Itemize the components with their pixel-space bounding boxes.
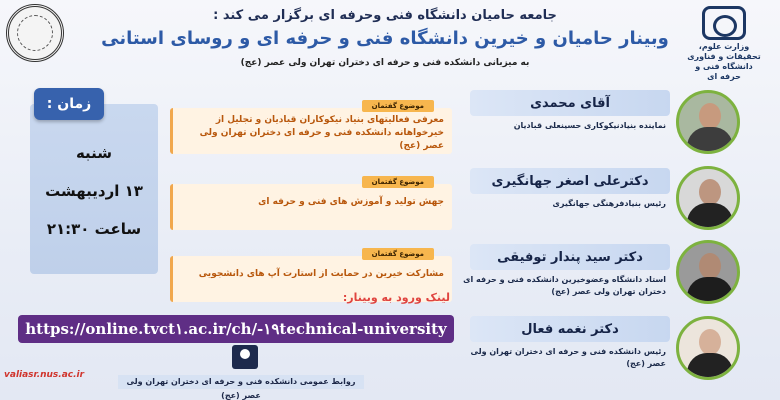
- speaker-role: رئیس دانشکده فنی و حرفه ای دختران تهران ولی عصر (عج): [470, 347, 666, 368]
- public-relations-footer: روابط عمومی دانشکده فنی و حرفه ای دختران تهران ولی عصر (عج): [118, 375, 364, 389]
- university-website[interactable]: valiasr.nus.ac.ir: [4, 370, 85, 380]
- speaker-photo-3: [676, 240, 740, 304]
- speaker-name: دکتر نغمه فعال: [470, 316, 670, 342]
- time-panel: [30, 104, 158, 274]
- speaker-role: رئیس بنیادفرهنگی جهانگیری: [552, 199, 666, 208]
- topic-text: معرفی فعالیتهای بنیاد نیکوکاران قبادیان و تجلیل از خیرخواهانه دانشکده فنی و حرفه ای دختران تهران ولی عصر (عج): [199, 115, 444, 151]
- topic-box-2: [170, 178, 452, 230]
- topic-box-1: [170, 102, 452, 154]
- speaker-card-2: [460, 168, 670, 230]
- ministry-label: وزارت علوم، تحقیقات و فناوری دانشگاه فنی و حرفه ای: [687, 42, 761, 81]
- topic-tag: موضوع گفتمان: [362, 176, 434, 188]
- ministry-emblem-icon: [702, 6, 746, 40]
- webinar-link-label: لینک ورود به وبینار:: [342, 291, 450, 304]
- topic-tag: موضوع گفتمان: [362, 248, 434, 260]
- topic-text: مشارکت خیرین در حمایت از استارت آپ های دانشجویی: [198, 269, 444, 279]
- speaker-role: نماینده بنیادنیکوکاری حسینعلی قبادیان: [513, 121, 666, 130]
- time-title: زمان :: [34, 88, 104, 120]
- university-seal-logo: [6, 4, 64, 62]
- speaker-card-1: [460, 90, 670, 152]
- event-day: شنبه: [75, 144, 113, 162]
- topic-tag: موضوع گفتمان: [362, 100, 434, 112]
- speaker-photo-1: [676, 90, 740, 154]
- poster-header: [0, 0, 780, 81]
- webinar-title: وبینار حامیان و خیرین دانشگاه فنی و حرفه ای و روسای استانی: [101, 28, 669, 49]
- ministry-logo: [684, 6, 764, 81]
- topic-text: جهش تولید و آموزش های فنی و حرفه ای: [258, 197, 444, 207]
- speaker-photo-2: [676, 166, 740, 230]
- host-line: به میزبانی دانشکده فنی و حرفه ای دختران تهران ولی عصر (عج): [240, 58, 530, 68]
- speaker-name: آقای محمدی: [470, 90, 670, 116]
- speaker-name: دکتر سید پندار توفیقی: [470, 244, 670, 270]
- speaker-card-3: [460, 244, 670, 306]
- speaker-photo-4: [676, 316, 740, 380]
- webinar-link[interactable]: https://online.tvct۱.ac.ir/ch/-۱۹technical-university: [18, 315, 454, 343]
- speaker-role: استاد دانشگاه وعضوخیرین دانشکده فنی و حرفه ای دختران تهران ولی عصر (عج): [463, 275, 666, 296]
- event-hour: ساعت ۲۱:۳۰: [46, 220, 142, 238]
- speaker-card-4: [460, 316, 670, 378]
- event-date: ۱۳ اردیبهشت: [45, 182, 143, 200]
- faculty-emblem-icon: [232, 345, 258, 369]
- organizer-line: جامعه حامیان دانشگاه فنی وحرفه ای برگزار می کند :: [213, 8, 557, 23]
- speaker-name: دکترعلی اصغر جهانگیری: [470, 168, 670, 194]
